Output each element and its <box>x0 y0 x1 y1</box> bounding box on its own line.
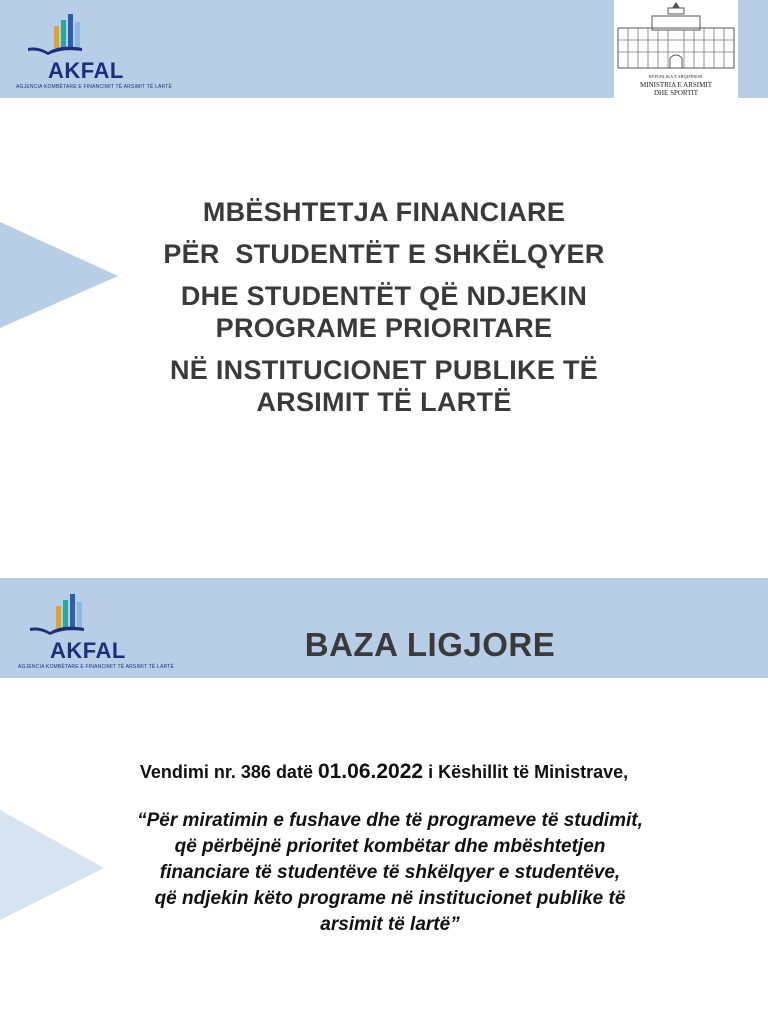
title-line: PËR STUDENTËT E SHKËLQYER <box>163 239 605 269</box>
akfal-tagline: AGJENCIA KOMBËTARE E FINANCIMIT TË ARSIMIT TË LARTË <box>18 664 175 670</box>
title-line: ARSIMIT TË LARTË <box>256 387 512 417</box>
akfal-logo <box>8 8 173 90</box>
ministry-republic-text: REPUBLIKA E SHQIPËRISË <box>649 74 703 79</box>
title-line: PROGRAME PRIORITARE <box>215 313 553 343</box>
quote-line: “Për miratimin e fushave dhe të programeve të studimit, <box>137 810 643 831</box>
ministry-name-line1: MINISTRIA E ARSIMIT <box>640 81 712 89</box>
book-chart-icon <box>10 588 90 638</box>
quote-line: arsimit të lartë” <box>320 914 460 935</box>
slide-heading: BAZA LIGJORE <box>304 626 556 663</box>
decision-quote <box>40 808 740 938</box>
ministry-building-icon <box>614 0 738 72</box>
decision-prefix: Vendimi nr. 386 datë <box>139 762 318 782</box>
slide-title-text <box>90 196 678 418</box>
akfal-wordmark: AKFAL <box>50 638 126 663</box>
quote-line: financiare të studentëve të shkëlqyer e studentëve, <box>159 862 621 883</box>
quote-line: që përbëjnë prioritet kombëtar dhe mbështetjen <box>174 836 606 857</box>
book-chart-icon <box>8 8 88 58</box>
akfal-wordmark: AKFAL <box>48 58 124 83</box>
title-line: NË INSTITUCIONET PUBLIKE TË <box>169 355 599 385</box>
akfal-tagline: AGJENCIA KOMBËTARE E FINANCIMIT TË ARSIMIT TË LARTË <box>16 84 173 90</box>
slide-legal-basis <box>0 578 768 1024</box>
title-line: DHE STUDENTËT QË NDJEKIN <box>180 281 588 311</box>
ministry-name-line2: DHE SPORTIT <box>653 89 699 97</box>
decision-reference <box>0 760 768 784</box>
decision-date: 01.06.2022 <box>317 760 424 783</box>
akfal-logo <box>10 588 175 670</box>
title-line: MBËSHTETJA FINANCIARE <box>202 197 566 227</box>
quote-line: që ndjekin këto programe në institucionet publike të <box>154 888 626 909</box>
slide-separator <box>0 530 768 578</box>
ministry-logo <box>614 0 738 98</box>
decision-suffix: i Këshillit të Ministrave, <box>423 762 629 782</box>
